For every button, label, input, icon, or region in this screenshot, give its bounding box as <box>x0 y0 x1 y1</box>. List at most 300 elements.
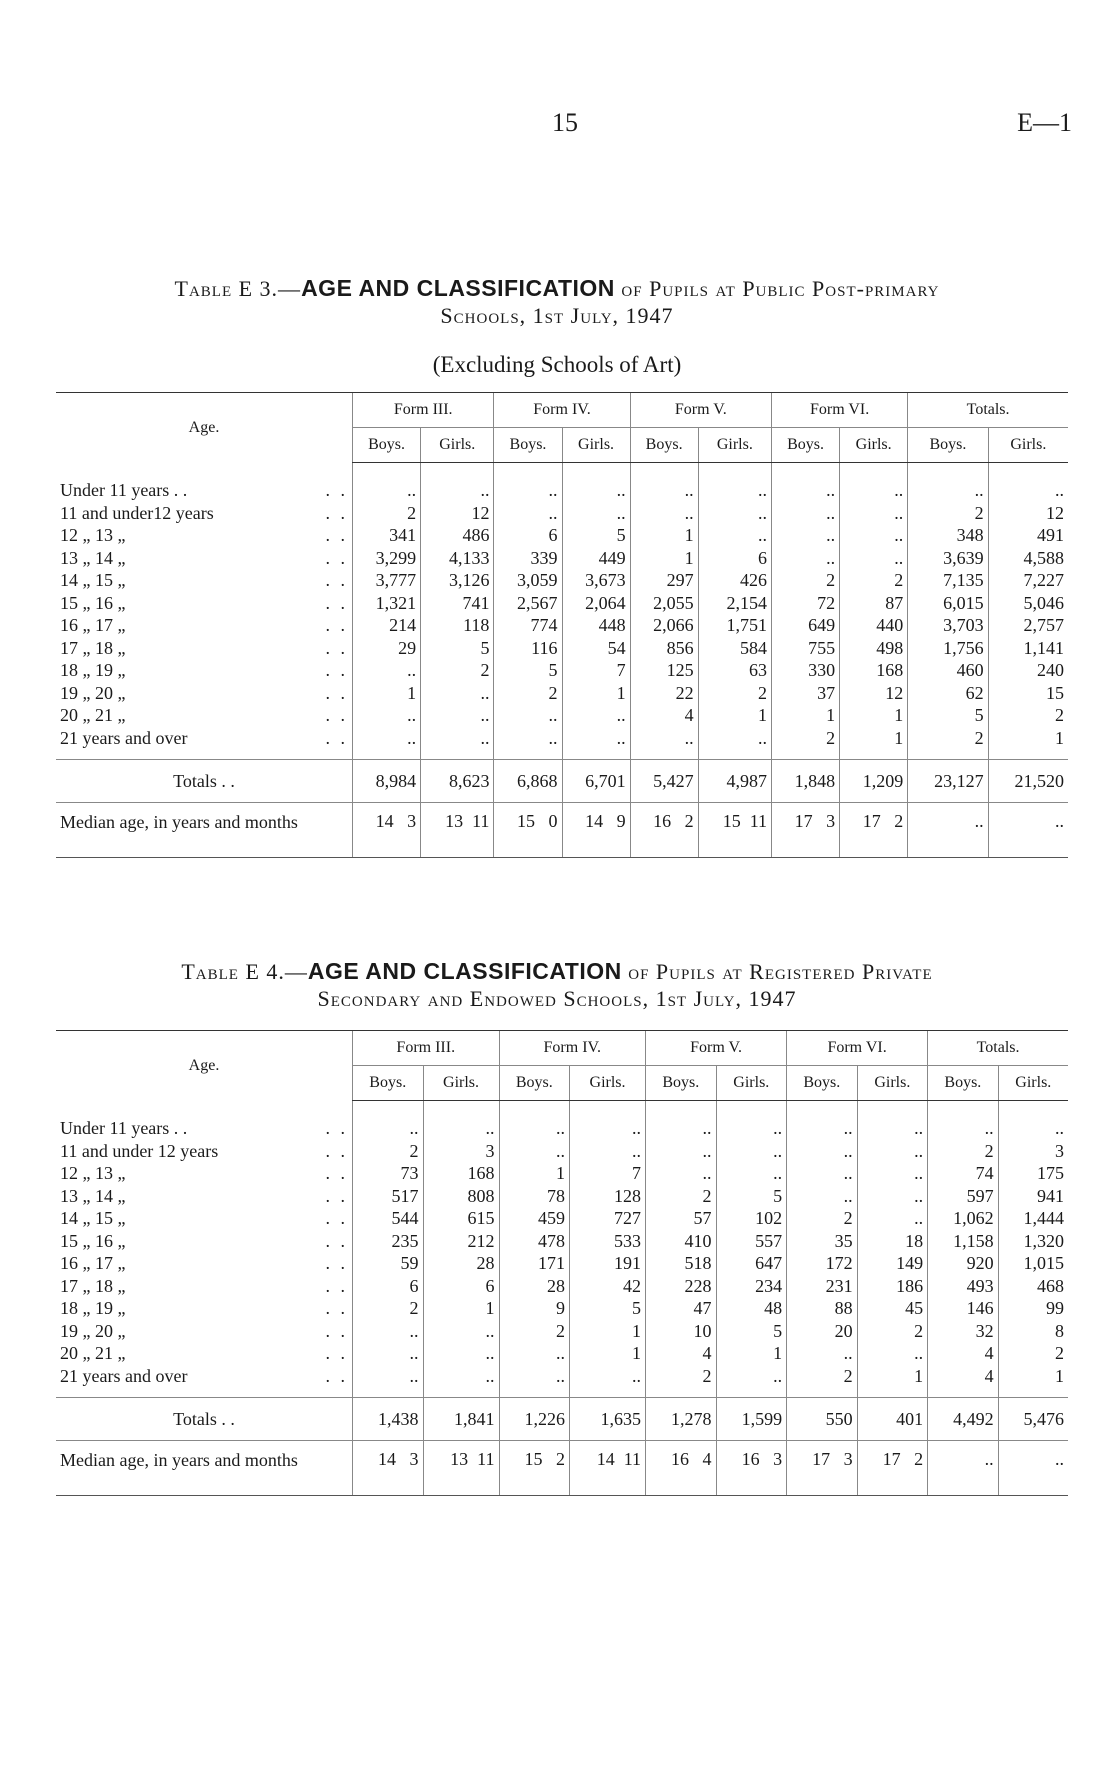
table-cell: 410 <box>646 1230 717 1253</box>
table-cell: 2 <box>646 1365 717 1398</box>
table-cell: 2,567 <box>494 592 562 615</box>
totals-cell: 1,209 <box>840 760 908 803</box>
table-cell: 2 <box>353 1140 424 1163</box>
table-cell: 5 <box>908 704 988 727</box>
median-cell: 17 2 <box>857 1441 928 1496</box>
boys-header: Boys. <box>499 1066 570 1101</box>
median-cell: .. <box>998 1441 1068 1496</box>
row-label <box>56 1252 353 1275</box>
median-cell: 16 2 <box>630 803 698 858</box>
table-cell: .. <box>988 463 1068 502</box>
table-row <box>56 1320 1068 1343</box>
table-cell: .. <box>499 1365 570 1398</box>
form-header: Form V. <box>630 393 771 428</box>
median-label: Median age, in years and months <box>56 1441 353 1496</box>
row-label-text: 12 „ 13 „ <box>60 525 126 545</box>
row-label-dots: . . <box>325 1275 348 1296</box>
row-label <box>56 592 353 615</box>
table-cell: 3,059 <box>494 569 562 592</box>
totals-cell: 6,868 <box>494 760 562 803</box>
table-cell: .. <box>353 704 421 727</box>
table-cell: 2,757 <box>988 614 1068 637</box>
table-cell: 544 <box>353 1207 424 1230</box>
table-cell: 1 <box>988 727 1068 760</box>
table-cell: .. <box>494 727 562 760</box>
table-row <box>56 659 1068 682</box>
table-cell: .. <box>840 463 908 502</box>
table-cell: 1 <box>772 704 840 727</box>
table-cell: 32 <box>928 1320 999 1343</box>
table-cell: .. <box>772 502 840 525</box>
row-label-text: 21 years and over <box>60 727 188 748</box>
table-cell: .. <box>698 463 771 502</box>
table-cell: .. <box>840 502 908 525</box>
row-label <box>56 682 353 705</box>
table-cell: 5 <box>716 1320 787 1343</box>
table-cell: 228 <box>646 1275 717 1298</box>
table-row <box>56 682 1068 705</box>
row-label <box>56 1275 353 1298</box>
row-label-dots: . . <box>325 592 348 613</box>
row-label-dots: . . <box>325 727 348 748</box>
row-label-dots: . . <box>325 570 348 590</box>
totals-label: Totals . . <box>56 1398 353 1441</box>
table-cell: 533 <box>570 1230 646 1253</box>
median-cell: 14 9 <box>562 803 630 858</box>
row-label <box>56 727 353 760</box>
table-cell: 4,588 <box>988 547 1068 570</box>
table-cell: 941 <box>998 1185 1068 1208</box>
table-row <box>56 637 1068 660</box>
table-cell: 5 <box>421 637 494 660</box>
totals-cell: 23,127 <box>908 760 988 803</box>
row-label <box>56 1230 353 1253</box>
table-cell: 808 <box>423 1185 499 1208</box>
series-code: E—1 <box>1017 108 1072 137</box>
table-row <box>56 1185 1068 1208</box>
table-cell: 2 <box>353 1297 424 1320</box>
table-cell: .. <box>570 1140 646 1163</box>
table-cell: 2 <box>787 1207 858 1230</box>
table-cell: 1 <box>857 1365 928 1398</box>
median-cell: 16 3 <box>716 1441 787 1496</box>
table-cell: 7,135 <box>908 569 988 592</box>
table-row <box>56 1252 1068 1275</box>
table-cell: 128 <box>570 1185 646 1208</box>
row-label-dots: . . <box>325 1320 348 1341</box>
table-cell: .. <box>928 1101 999 1140</box>
table-cell: 597 <box>928 1185 999 1208</box>
table-cell: .. <box>698 502 771 525</box>
table-row <box>56 1342 1068 1365</box>
table-cell: .. <box>423 1365 499 1398</box>
girls-header: Girls. <box>998 1066 1068 1101</box>
table-cell: 214 <box>353 614 421 637</box>
table-cell: 3 <box>998 1140 1068 1163</box>
row-label-dots: . . <box>325 525 348 545</box>
table-cell: .. <box>857 1140 928 1163</box>
table-cell: 348 <box>908 524 988 547</box>
table-cell: .. <box>698 727 771 760</box>
table-cell: 212 <box>423 1230 499 1253</box>
table-cell: 73 <box>353 1162 424 1185</box>
table-cell: .. <box>353 463 421 502</box>
row-label-text: 16 „ 17 „ <box>60 1253 126 1273</box>
table-cell: 7 <box>570 1162 646 1185</box>
table-cell: .. <box>421 704 494 727</box>
girls-header: Girls. <box>698 428 771 463</box>
table-cell: 125 <box>630 659 698 682</box>
totals-cell: 1,278 <box>646 1398 717 1441</box>
table1-title <box>0 275 1114 302</box>
totals-cell: 4,492 <box>928 1398 999 1441</box>
table-cell: 10 <box>646 1320 717 1343</box>
table-cell: .. <box>562 704 630 727</box>
table-cell: 6 <box>423 1275 499 1298</box>
table-cell: .. <box>423 1101 499 1140</box>
totals-cell: 1,848 <box>772 760 840 803</box>
row-label-dots: . . <box>325 1140 348 1161</box>
table-cell: 6 <box>698 547 771 570</box>
row-label-text: 21 years and over <box>60 1365 188 1386</box>
row-label <box>56 1342 353 1365</box>
table-cell: .. <box>562 463 630 502</box>
boys-header: Boys. <box>787 1066 858 1101</box>
totals-cell: 1,226 <box>499 1398 570 1441</box>
table-cell: 1,141 <box>988 637 1068 660</box>
table-cell: 6 <box>353 1275 424 1298</box>
table-cell: 78 <box>499 1185 570 1208</box>
table-cell: .. <box>698 524 771 547</box>
row-label <box>56 1297 353 1320</box>
row-label-text: 16 „ 17 „ <box>60 615 126 635</box>
row-label-dots: . . <box>325 682 348 703</box>
median-cell: .. <box>928 1441 999 1496</box>
table-cell: 2 <box>928 1140 999 1163</box>
table-cell: 1 <box>630 524 698 547</box>
table-cell: .. <box>840 547 908 570</box>
row-label <box>56 1140 353 1163</box>
row-label-text: 19 „ 20 „ <box>60 682 126 703</box>
table-cell: .. <box>353 659 421 682</box>
table-row <box>56 592 1068 615</box>
table-cell: 186 <box>857 1275 928 1298</box>
table-cell: 1,320 <box>998 1230 1068 1253</box>
median-cell: 17 3 <box>787 1441 858 1496</box>
row-label-text: 20 „ 21 „ <box>60 705 126 725</box>
table-cell: .. <box>423 1320 499 1343</box>
median-cell: 14 3 <box>353 1441 424 1496</box>
table-cell: .. <box>353 727 421 760</box>
table-row <box>56 1140 1068 1163</box>
boys-header: Boys. <box>908 428 988 463</box>
table-cell: 172 <box>787 1252 858 1275</box>
table-cell: 6,015 <box>908 592 988 615</box>
table-cell: 2,055 <box>630 592 698 615</box>
table-cell: 2 <box>772 727 840 760</box>
table-cell: .. <box>421 463 494 502</box>
table-row <box>56 1230 1068 1253</box>
table-cell: 12 <box>988 502 1068 525</box>
table-row <box>56 704 1068 727</box>
table-cell: 175 <box>998 1162 1068 1185</box>
form-header: Form V. <box>646 1031 787 1066</box>
table1-title-line2: Schools, 1st July, 1947 <box>440 303 674 328</box>
table-cell: 62 <box>908 682 988 705</box>
table-cell: .. <box>562 502 630 525</box>
table-cell: 3,299 <box>353 547 421 570</box>
median-cell: 16 4 <box>646 1441 717 1496</box>
table-cell: 48 <box>716 1297 787 1320</box>
table-cell: 486 <box>421 524 494 547</box>
totals-cell: 5,427 <box>630 760 698 803</box>
totals-cell: 5,476 <box>998 1398 1068 1441</box>
totals-cell: 1,599 <box>716 1398 787 1441</box>
row-label-text: Under 11 years . . <box>60 1117 188 1138</box>
table-cell: 448 <box>562 614 630 637</box>
row-label-dots: . . <box>325 502 348 523</box>
totals-row <box>56 760 1068 803</box>
row-label-dots: . . <box>325 1365 348 1386</box>
table-cell: 517 <box>353 1185 424 1208</box>
table-row <box>56 1101 1068 1140</box>
table-cell: 47 <box>646 1297 717 1320</box>
table-cell: 3,703 <box>908 614 988 637</box>
table-cell: .. <box>646 1140 717 1163</box>
row-label-dots: . . <box>325 1253 348 1273</box>
table-cell: 1 <box>353 682 421 705</box>
table-cell: 3,639 <box>908 547 988 570</box>
table-cell: 460 <box>908 659 988 682</box>
table-cell: 149 <box>857 1252 928 1275</box>
form-header: Totals. <box>908 393 1068 428</box>
row-label-dots: . . <box>325 1230 348 1251</box>
table-cell: 28 <box>499 1275 570 1298</box>
row-label-text: 13 „ 14 „ <box>60 1185 126 1206</box>
row-label-dots: . . <box>325 1185 348 1206</box>
table-row <box>56 569 1068 592</box>
table-cell: 15 <box>988 682 1068 705</box>
table-cell: 4 <box>928 1342 999 1365</box>
page-number: 15 <box>552 108 578 137</box>
table-cell: 88 <box>787 1297 858 1320</box>
table2 <box>56 1030 1068 1496</box>
median-cell: 14 11 <box>570 1441 646 1496</box>
table-cell: 518 <box>646 1252 717 1275</box>
table-cell: 171 <box>499 1252 570 1275</box>
row-label-text: 13 „ 14 „ <box>60 547 126 568</box>
row-label-text: 11 and under 12 years <box>60 1140 219 1161</box>
girls-header: Girls. <box>423 1066 499 1101</box>
table-cell: 12 <box>840 682 908 705</box>
row-label-dots: . . <box>325 1163 348 1183</box>
table-cell: .. <box>646 1162 717 1185</box>
table-cell: 54 <box>562 637 630 660</box>
table-cell: 2 <box>998 1342 1068 1365</box>
table-cell: .. <box>421 682 494 705</box>
table-cell: .. <box>787 1101 858 1140</box>
table-cell: .. <box>494 463 562 502</box>
table-cell: 99 <box>998 1297 1068 1320</box>
table-cell: 74 <box>928 1162 999 1185</box>
table-cell: 29 <box>353 637 421 660</box>
table-cell: 440 <box>840 614 908 637</box>
table-cell: .. <box>772 463 840 502</box>
table-cell: 2 <box>772 569 840 592</box>
table-cell: .. <box>499 1140 570 1163</box>
table2-title-rest: of Pupils at Registered Private <box>621 959 933 984</box>
table-cell: .. <box>716 1140 787 1163</box>
table-cell: 231 <box>787 1275 858 1298</box>
table-cell: 5,046 <box>988 592 1068 615</box>
table-row <box>56 547 1068 570</box>
table-cell: 7 <box>562 659 630 682</box>
table-cell: 2 <box>787 1365 858 1398</box>
row-label <box>56 614 353 637</box>
table-cell: 2 <box>499 1320 570 1343</box>
table-cell: 1 <box>423 1297 499 1320</box>
median-cell: 15 2 <box>499 1441 570 1496</box>
median-cell: 13 11 <box>421 803 494 858</box>
table-cell: .. <box>421 727 494 760</box>
girls-header: Girls. <box>840 428 908 463</box>
row-label-text: 19 „ 20 „ <box>60 1320 126 1341</box>
row-label-text: 14 „ 15 „ <box>60 570 126 590</box>
table-cell: 1,751 <box>698 614 771 637</box>
boys-header: Boys. <box>772 428 840 463</box>
table-row <box>56 502 1068 525</box>
row-label-dots: . . <box>325 479 348 500</box>
table-cell: 72 <box>772 592 840 615</box>
table-cell: .. <box>353 1320 424 1343</box>
row-label <box>56 637 353 660</box>
totals-cell: 4,987 <box>698 760 771 803</box>
table-cell: 22 <box>630 682 698 705</box>
table-cell: 1 <box>998 1365 1068 1398</box>
table-cell: 339 <box>494 547 562 570</box>
table-cell: .. <box>787 1342 858 1365</box>
table-cell: .. <box>787 1162 858 1185</box>
table-cell: 234 <box>716 1275 787 1298</box>
table-cell: 240 <box>988 659 1068 682</box>
table-cell: 649 <box>772 614 840 637</box>
row-label-dots: . . <box>325 1208 348 1228</box>
table-cell: 2 <box>646 1185 717 1208</box>
row-label-text: 17 „ 18 „ <box>60 637 126 658</box>
table-cell: 741 <box>421 592 494 615</box>
table-row <box>56 614 1068 637</box>
table-cell: 1,158 <box>928 1230 999 1253</box>
table-cell: 2 <box>908 727 988 760</box>
table-cell: .. <box>772 547 840 570</box>
table-cell: 647 <box>716 1252 787 1275</box>
table-cell: 2 <box>494 682 562 705</box>
table1 <box>56 392 1068 858</box>
table-cell: 12 <box>421 502 494 525</box>
row-label-dots: . . <box>325 705 348 725</box>
table-cell: 1,015 <box>998 1252 1068 1275</box>
table-cell: .. <box>772 524 840 547</box>
table-cell: 2,154 <box>698 592 771 615</box>
table-cell: 1 <box>840 704 908 727</box>
table-cell: 6 <box>494 524 562 547</box>
row-label-text: Under 11 years . . <box>60 479 188 500</box>
table-cell: 168 <box>840 659 908 682</box>
form-header: Form IV. <box>499 1031 646 1066</box>
table-cell: 468 <box>998 1275 1068 1298</box>
table-cell: 4 <box>630 704 698 727</box>
table-cell: 8 <box>998 1320 1068 1343</box>
table-cell: 491 <box>988 524 1068 547</box>
table-cell: 3,126 <box>421 569 494 592</box>
table-cell: 63 <box>698 659 771 682</box>
table1-title-bold: AGE AND CLASSIFICATION <box>301 275 615 301</box>
table-cell: 1,321 <box>353 592 421 615</box>
table-cell: 341 <box>353 524 421 547</box>
table-cell: 1 <box>499 1162 570 1185</box>
form-header: Form III. <box>353 393 494 428</box>
totals-cell: 1,438 <box>353 1398 424 1441</box>
table-cell: 2 <box>421 659 494 682</box>
boys-header: Boys. <box>928 1066 999 1101</box>
row-label-dots: . . <box>325 660 348 680</box>
median-cell: 17 2 <box>840 803 908 858</box>
table-cell: 1 <box>698 704 771 727</box>
row-label-dots: . . <box>325 1117 348 1138</box>
totals-cell: 550 <box>787 1398 858 1441</box>
row-label-dots: . . <box>325 547 348 568</box>
table-cell: .. <box>840 524 908 547</box>
boys-header: Boys. <box>353 1066 424 1101</box>
row-label-text: 15 „ 16 „ <box>60 1230 126 1251</box>
table2-title <box>0 958 1114 985</box>
table-row <box>56 463 1068 502</box>
table-cell: 146 <box>928 1297 999 1320</box>
table-cell: 920 <box>928 1252 999 1275</box>
table-cell: .. <box>353 1101 424 1140</box>
girls-header: Girls. <box>562 428 630 463</box>
table-cell: 235 <box>353 1230 424 1253</box>
table-cell: .. <box>646 1101 717 1140</box>
form-header: Form VI. <box>772 393 908 428</box>
table-cell: 3 <box>423 1140 499 1163</box>
table-cell: 1 <box>570 1342 646 1365</box>
table-cell: .. <box>787 1185 858 1208</box>
table-cell: .. <box>562 727 630 760</box>
table-cell: .. <box>787 1140 858 1163</box>
table-cell: 37 <box>772 682 840 705</box>
table1-title-rest: of Pupils at Public Post-primary <box>614 276 940 301</box>
table-cell: .. <box>570 1101 646 1140</box>
row-label <box>56 659 353 682</box>
table2-title-bold: AGE AND CLASSIFICATION <box>307 958 622 984</box>
girls-header: Girls. <box>716 1066 787 1101</box>
row-label <box>56 1101 353 1140</box>
table-cell: 3,673 <box>562 569 630 592</box>
table-cell: 42 <box>570 1275 646 1298</box>
row-label <box>56 1365 353 1398</box>
form-header: Form IV. <box>494 393 630 428</box>
age-header: Age. <box>56 1031 353 1101</box>
row-label <box>56 1162 353 1185</box>
totals-cell: 8,623 <box>421 760 494 803</box>
table-cell: 498 <box>840 637 908 660</box>
row-label-text: 18 „ 19 „ <box>60 1298 126 1318</box>
median-cell: 17 3 <box>772 803 840 858</box>
row-label <box>56 463 353 502</box>
row-label-dots: . . <box>325 637 348 658</box>
table-cell: 2,066 <box>630 614 698 637</box>
